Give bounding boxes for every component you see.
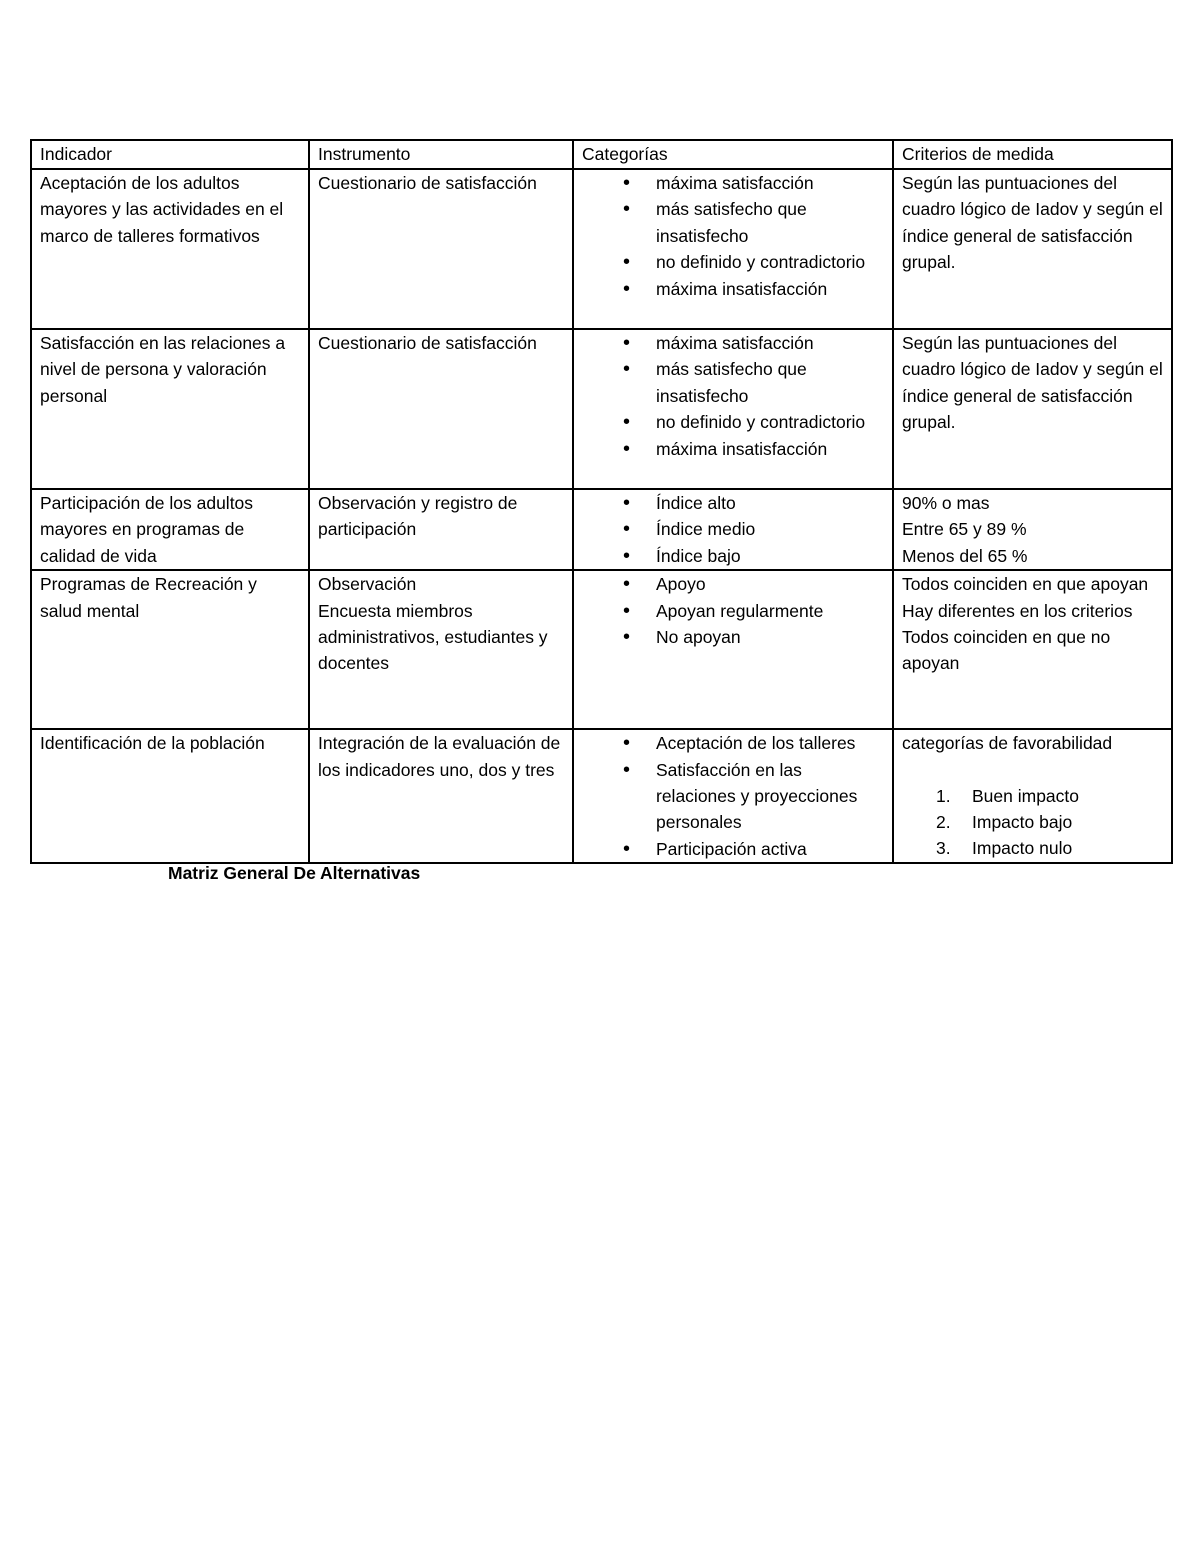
list-item: • Índice bajo: [582, 543, 884, 569]
list-item: • Índice alto: [582, 490, 884, 516]
table-row: [31, 729, 1172, 863]
instrumento-cell: [309, 489, 573, 570]
list-item: • Satisfacción en las relaciones y proyecciones personales: [582, 757, 884, 836]
alternatives-matrix-table: [30, 139, 1173, 864]
instrumento-cell: [309, 729, 573, 863]
categorias-list: [582, 571, 884, 650]
impact-list: [902, 783, 1163, 862]
list-item: • Aceptación de los talleres: [582, 730, 884, 756]
table-row: [31, 570, 1172, 729]
table-row: [31, 329, 1172, 489]
instrumento-text: Integración de la evaluación de los indicadores uno, dos y tres: [318, 733, 561, 780]
categorias-cell: [573, 729, 893, 863]
table-row: [31, 489, 1172, 570]
criterios-cell: [893, 489, 1172, 570]
categorias-list: [582, 170, 884, 302]
list-item: • no definido y contradictorio: [582, 249, 884, 275]
categorias-cell: [573, 570, 893, 729]
indicador-cell: Satisfacción en las relaciones a nivel de persona y valoración personal: [31, 329, 309, 489]
list-number: 3.: [936, 838, 951, 859]
instrumento-cell: [309, 169, 573, 329]
categorias-cell: [573, 489, 893, 570]
list-item: • Apoyan regularmente: [582, 598, 884, 624]
instrumento-cell: [309, 329, 573, 489]
table-row: [31, 169, 1172, 329]
list-item-text: Buen impacto: [972, 785, 1080, 806]
list-item: • máxima insatisfacción: [582, 276, 884, 302]
header-indicador: Indicador: [31, 140, 309, 169]
instrumento-text: Cuestionario de satisfacción: [318, 173, 537, 193]
list-item-text: Impacto bajo: [972, 812, 1073, 833]
list-number: 1.: [936, 785, 951, 806]
criterios-cell: [893, 329, 1172, 489]
table-caption: Matriz General De Alternativas: [168, 863, 421, 883]
header-categorias: Categorías: [573, 140, 893, 169]
criterios-text: Todos coinciden en que apoyan: [902, 574, 1149, 595]
list-item: • máxima insatisfacción: [582, 436, 884, 462]
criterios-text: 90% o mas: [902, 493, 990, 513]
criterios-text: Según las puntuaciones del cuadro lógico de Iadov y según el índice general de satisfacción grupal.: [902, 333, 1163, 433]
list-item: [902, 783, 1163, 809]
criterios-cell: [893, 570, 1172, 729]
list-item: • más satisfecho que insatisfecho: [582, 196, 884, 249]
list-item-text: Impacto nulo: [972, 838, 1073, 859]
instrumento-text: Observación y registro de participación: [318, 493, 518, 540]
criterios-cell: [893, 729, 1172, 863]
categorias-list: [582, 730, 884, 862]
indicador-cell: Participación de los adultos mayores en programas de calidad de vida: [31, 489, 309, 570]
criterios-text: Todos coinciden en que no apoyan: [902, 627, 1111, 674]
indicador-cell: Identificación de la población: [31, 729, 309, 863]
categorias-cell: [573, 329, 893, 489]
instrumento-text: Cuestionario de satisfacción: [318, 333, 537, 353]
indicador-cell: Aceptación de los adultos mayores y las actividades en el marco de talleres formativos: [31, 169, 309, 329]
categorias-list: [582, 490, 884, 569]
instrumento-text: Observación: [318, 574, 417, 595]
header-criterios: Criterios de medida: [893, 140, 1172, 169]
criterios-text: Hay diferentes en los criterios: [902, 600, 1133, 621]
list-item: • máxima satisfacción: [582, 330, 884, 356]
categorias-cell: [573, 169, 893, 329]
categorias-list: [582, 330, 884, 462]
list-item: • Índice medio: [582, 516, 884, 542]
list-item: • Participación activa: [582, 836, 884, 862]
criterios-text: Según las puntuaciones del cuadro lógico de Iadov y según el índice general de satisfacción grupal.: [902, 173, 1163, 273]
list-item: • Apoyo: [582, 571, 884, 597]
list-item: • no definido y contradictorio: [582, 409, 884, 435]
list-item: • No apoyan: [582, 624, 884, 650]
list-item: [902, 809, 1163, 835]
criterios-text: Entre 65 y 89 %: [902, 519, 1027, 540]
instrumento-cell: [309, 570, 573, 729]
header-instrumento: Instrumento: [309, 140, 573, 169]
table-header-row: [31, 140, 1172, 169]
criterios-cell: [893, 169, 1172, 329]
list-item: • más satisfecho que insatisfecho: [582, 356, 884, 409]
list-item: [902, 835, 1163, 861]
criterios-text: Menos del 65 %: [902, 545, 1028, 566]
criterios-text: categorías de favorabilidad: [902, 733, 1113, 754]
list-number: 2.: [936, 812, 951, 833]
list-item: • máxima satisfacción: [582, 170, 884, 196]
instrumento-text: Encuesta miembros administrativos, estudiantes y docentes: [318, 600, 548, 674]
indicador-cell: Programas de Recreación y salud mental: [31, 570, 309, 729]
